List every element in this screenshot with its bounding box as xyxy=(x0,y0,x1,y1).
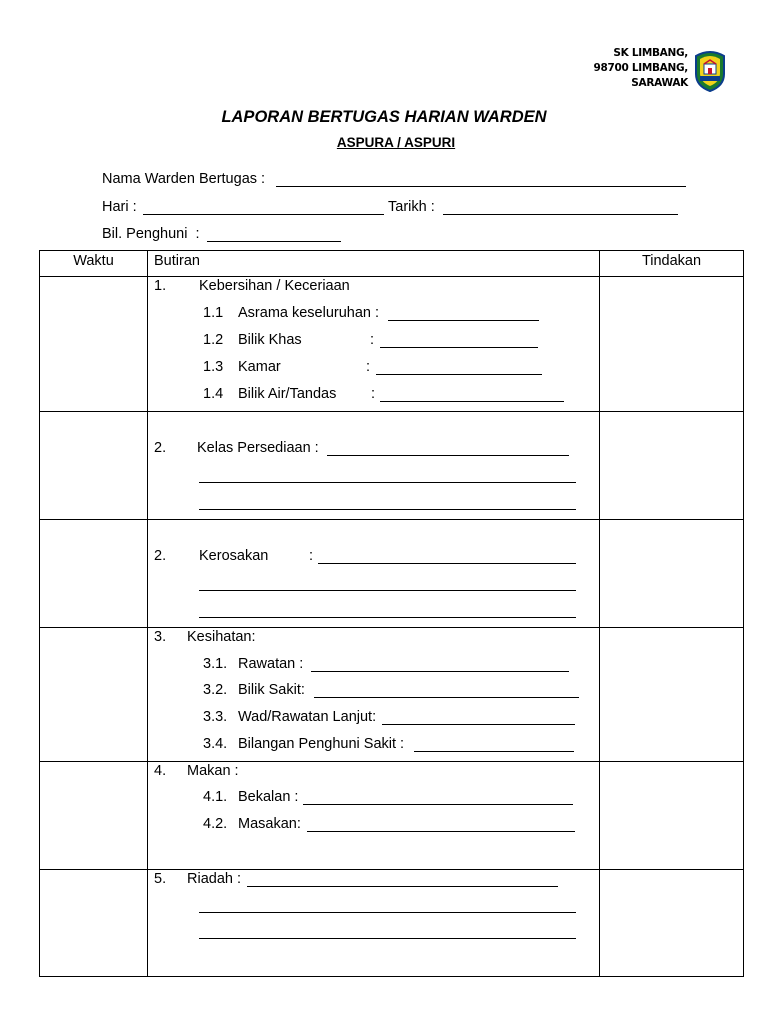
item-number: 1.3 xyxy=(203,359,224,375)
table-header-row xyxy=(40,251,744,277)
item-number: 4.1. xyxy=(203,789,228,805)
item-label: Bilangan Penghuni Sakit : xyxy=(238,736,405,752)
warden-name-field[interactable] xyxy=(276,186,686,187)
butiran-cell-makan xyxy=(148,762,600,870)
page-title: LAPORAN BERTUGAS HARIAN WARDEN xyxy=(221,108,547,126)
section-title: Makan : xyxy=(187,763,239,779)
residents-count-label: Bil. Penghuni : xyxy=(102,226,200,242)
item-label: Bilik Khas xyxy=(238,332,302,348)
answer-line[interactable] xyxy=(199,617,576,618)
item-answer-line[interactable] xyxy=(388,320,539,321)
item-answer-line[interactable] xyxy=(376,374,542,375)
warden-name-label: Nama Warden Bertugas : xyxy=(102,171,266,187)
butiran-cell-riadah xyxy=(148,870,600,977)
item-answer-line[interactable] xyxy=(380,401,564,402)
school-address xyxy=(593,46,688,91)
waktu-cell[interactable] xyxy=(40,762,148,870)
item-number: 3.2. xyxy=(203,682,228,698)
item-colon: : xyxy=(370,332,375,348)
section-title: Kerosakan xyxy=(199,548,269,564)
waktu-cell[interactable] xyxy=(40,520,148,628)
table-row xyxy=(40,870,744,977)
header-tindakan: Tindakan xyxy=(600,251,744,277)
item-label: Asrama keseluruhan : xyxy=(238,305,380,321)
section-number: 4. xyxy=(154,763,167,779)
answer-line[interactable] xyxy=(199,482,576,483)
date-label: Tarikh : xyxy=(388,199,435,215)
item-label: Bekalan : xyxy=(238,789,299,805)
butiran-cell-kerosakan xyxy=(148,520,600,628)
item-label: Bilik Air/Tandas xyxy=(238,386,337,402)
header-waktu: Waktu xyxy=(40,251,148,277)
item-colon: : xyxy=(371,386,376,402)
answer-line[interactable] xyxy=(199,590,576,591)
item-answer-line[interactable] xyxy=(382,724,575,725)
item-number: 4.2. xyxy=(203,816,228,832)
section-number: 3. xyxy=(154,629,167,645)
answer-line[interactable] xyxy=(247,886,558,887)
answer-line[interactable] xyxy=(318,563,576,564)
section-number: 2. xyxy=(154,440,167,456)
tindakan-cell[interactable] xyxy=(600,277,744,412)
waktu-cell[interactable] xyxy=(40,628,148,762)
item-answer-line[interactable] xyxy=(380,347,538,348)
item-number: 3.1. xyxy=(203,656,228,672)
item-number: 1.2 xyxy=(203,332,224,348)
table-row xyxy=(40,412,744,520)
item-answer-line[interactable] xyxy=(314,697,579,698)
item-label: Rawatan : xyxy=(238,656,304,672)
section-title: Kesihatan: xyxy=(187,629,256,645)
item-answer-line[interactable] xyxy=(311,671,569,672)
school-address-line3: SARAWAK xyxy=(631,77,688,89)
answer-line[interactable] xyxy=(327,455,569,456)
section-title: Riadah : xyxy=(187,871,242,887)
table-row xyxy=(40,762,744,870)
item-label: Bilik Sakit: xyxy=(238,682,305,698)
tindakan-cell[interactable] xyxy=(600,762,744,870)
item-answer-line[interactable] xyxy=(414,751,574,752)
section-title: Kelas Persediaan : xyxy=(197,440,319,456)
item-answer-line[interactable] xyxy=(303,804,573,805)
table-row xyxy=(40,520,744,628)
page-subtitle: ASPURA / ASPURI xyxy=(336,135,456,150)
header-butiran: Butiran xyxy=(148,251,600,277)
tindakan-cell[interactable] xyxy=(600,870,744,977)
duty-report-table xyxy=(39,250,744,977)
table-row xyxy=(40,628,744,762)
item-number: 1.4 xyxy=(203,386,224,402)
item-answer-line[interactable] xyxy=(307,831,575,832)
butiran-cell-kelas-persediaan xyxy=(148,412,600,520)
waktu-cell[interactable] xyxy=(40,870,148,977)
table-row xyxy=(40,277,744,412)
item-label: Wad/Rawatan Lanjut: xyxy=(238,709,377,725)
answer-line[interactable] xyxy=(199,912,576,913)
item-number: 1.1 xyxy=(203,305,224,321)
school-address-line1: SK LIMBANG, xyxy=(613,47,688,59)
section-colon: : xyxy=(309,548,314,564)
item-number: 3.3. xyxy=(203,709,228,725)
answer-line[interactable] xyxy=(199,938,576,939)
date-field[interactable] xyxy=(443,214,678,215)
tindakan-cell[interactable] xyxy=(600,412,744,520)
section-number: 5. xyxy=(154,871,167,887)
waktu-cell[interactable] xyxy=(40,277,148,412)
section-title: Kebersihan / Keceriaan xyxy=(199,278,350,294)
item-label: Masakan: xyxy=(238,816,301,832)
tindakan-cell[interactable] xyxy=(600,520,744,628)
butiran-cell-kebersihan xyxy=(148,277,600,412)
residents-count-field[interactable] xyxy=(207,241,341,242)
tindakan-cell[interactable] xyxy=(600,628,744,762)
butiran-cell-kesihatan xyxy=(148,628,600,762)
item-colon: : xyxy=(366,359,371,375)
answer-line[interactable] xyxy=(199,509,576,510)
item-number: 3.4. xyxy=(203,736,228,752)
school-crest-icon xyxy=(692,50,728,92)
day-label: Hari : xyxy=(102,199,137,215)
section-number: 1. xyxy=(154,278,167,294)
day-field[interactable] xyxy=(143,214,384,215)
waktu-cell[interactable] xyxy=(40,412,148,520)
school-address-line2: 98700 LIMBANG, xyxy=(593,62,688,74)
section-number: 2. xyxy=(154,548,167,564)
item-label: Kamar xyxy=(238,359,281,375)
